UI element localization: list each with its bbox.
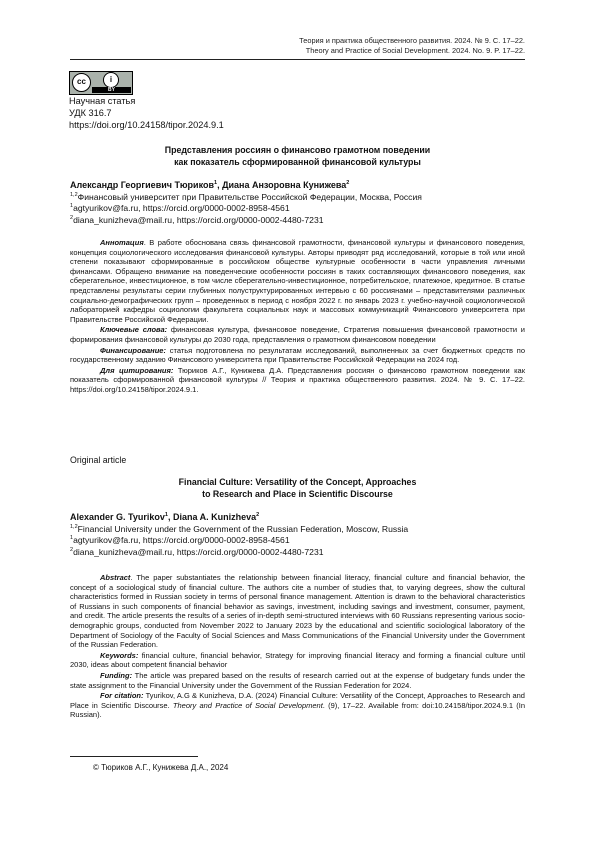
email2-en-text: diana_kunizheva@mail.ru, https://orcid.org/0000-0002-4480-7231 xyxy=(73,546,324,557)
abstract-ru xyxy=(70,238,525,324)
by-label: BY xyxy=(92,87,131,93)
author-sep-en: , xyxy=(167,512,173,522)
author-names-en xyxy=(70,512,525,524)
udc-code: УДК 316.7 xyxy=(69,108,112,118)
author1-en: Alexander G. Tyurikov xyxy=(70,512,165,522)
title-en-line2: to Research and Place in Scientific Discourse xyxy=(202,488,393,499)
cc-by-license-badge[interactable] xyxy=(69,71,133,95)
email1-en-text: agtyurikov@fa.ru, https://orcid.org/0000-0002-8958-4561 xyxy=(73,535,290,545)
article-type: Научная статья xyxy=(69,96,136,106)
person-icon: i xyxy=(103,72,119,88)
email1-en[interactable] xyxy=(70,535,525,547)
citation-ru xyxy=(70,366,525,395)
original-article-label: Original article xyxy=(70,455,127,465)
author1-ru: Александр Георгиевич Тюриков xyxy=(70,180,214,190)
author1-ru-sup: 1 xyxy=(214,180,218,186)
funding-ru xyxy=(70,346,525,365)
abstract-text-ru: . В работе обоснована связь финансовой грамотности, финансовой культуры и финансового поведения, концепция социологического исследования финансовой культуры. Авторы приводят ряд исследований, которые в той или иной степени показывают сформированные в российском обществе культурные особенности в части управления личными финансами. Обращено внимание на поведенческие особенности россиян в таких составляющих финансового поведения, как сберегательное, инвестиционное, в том числе сберегательно-инвестиционное, потребительское, платежное, кредитное. В статье представлены результаты серии глубинных полуструктурированных интервью с 60 россиянами – представителями различных социально-демографических групп – проведенных в период с ноября 2022 г. по январь 2023 г. учебно-научной социологической лабораторией кафедры социологии факультета социальных наук и массовых коммуникаций Финансового университета при Правительстве Российской Федерации. xyxy=(70,238,525,324)
article-meta xyxy=(69,95,224,131)
funding-label-ru: Финансирование: xyxy=(100,345,166,355)
citation-en xyxy=(70,691,525,720)
keywords-label-en: Keywords: xyxy=(100,650,139,660)
authors-en xyxy=(70,512,525,558)
keywords-en xyxy=(70,651,525,670)
title-ru-line1: Представления россиян о финансово грамотном поведении xyxy=(164,145,431,155)
affil-ru-text: Финансовый университет при Правительстве Российской Федерации, Москва, Россия xyxy=(77,191,422,202)
author1-en-sup: 1 xyxy=(164,512,168,518)
header-line-en: Theory and Practice of Social Development. 2024. No. 9. P. 17–22. xyxy=(305,46,525,55)
title-ru xyxy=(70,145,525,168)
keywords-text-ru: финансовая культура, финансовое поведение, Стратегия повышения финансовой грамотности и формирования финансовой культуры до 2030 года, представления о грамотном финансовом поведении xyxy=(70,325,525,344)
affiliation-ru xyxy=(70,192,525,204)
abstract-en xyxy=(70,573,525,650)
affil-en-sup: 1,2 xyxy=(70,523,78,530)
email2-ru[interactable] xyxy=(70,215,525,227)
author2-ru-sup: 2 xyxy=(346,180,350,186)
email1-en-sup: 1 xyxy=(70,535,74,542)
header-line-ru: Теория и практика общественного развития. 2024. № 9. С. 17–22. xyxy=(299,36,525,45)
affil-en-text: Financial University under the Government of the Russian Federation, Moscow, Russia xyxy=(77,523,409,534)
abstract-label-en: Abstract xyxy=(100,573,131,582)
email1-ru-sup: 1 xyxy=(70,203,74,210)
citation-label-en: For citation: xyxy=(100,691,144,701)
email2-en[interactable] xyxy=(70,547,525,559)
citation-journal-en: Theory and Practice of Social Development xyxy=(172,700,323,710)
keywords-ru xyxy=(70,325,525,344)
author-names-ru xyxy=(70,180,525,192)
funding-text-en: The article was prepared based on the results of research carried out at the expense of budgetary funds under the state assignment to the Financial University under the Government of the Russian Federation for 2024. xyxy=(70,670,525,690)
title-en-line1: Financial Culture: Versatility of the Concept, Approaches xyxy=(178,477,417,487)
abstract-block-en xyxy=(70,573,525,721)
abstract-label-ru: Аннотация xyxy=(100,238,144,247)
authors-ru xyxy=(70,180,525,226)
header-rule xyxy=(70,59,525,60)
citation-text-ru: Тюриков А.Г., Кунижева Д.А. Представления россиян о финансово грамотном поведении как показатель сформированной финансовой культуры // Теория и практика общественного развития. 2024. № 9. С. 17–22. https://doi.org/10.24158/tipor.2024.9.1. xyxy=(70,365,525,394)
email2-ru-text: diana_kunizheva@mail.ru, https://orcid.org/0000-0002-4480-7231 xyxy=(73,214,324,225)
title-ru-line2: как показатель сформированной финансовой культуры xyxy=(174,156,421,167)
funding-en xyxy=(70,671,525,690)
affil-ru-sup: 1,2 xyxy=(70,191,78,198)
citation-text-en-1: Tyurikov, A.G & Kunizheva, D.A. (2024) Financial Culture: Versatility of the Concept, Approaches to Research and Place in Scientific Discourse. xyxy=(70,691,525,710)
author-sep-ru: , xyxy=(217,180,223,190)
title-en xyxy=(70,477,525,500)
citation-label-ru: Для цитирования: xyxy=(100,365,174,375)
footnote-rule xyxy=(70,756,198,757)
keywords-text-en: financial culture, financial behavior, Strategy for improving financial literacy and forming a financial culture until 2030, ideas about competent financial behavior xyxy=(70,650,525,670)
funding-label-en: Funding: xyxy=(100,670,133,680)
abstract-text-en: . The paper substantiates the relationship between financial literacy, financial culture and financial behavior, the concept of a sociological study of financial culture. The authors cite a number of studies that, to varying degrees, show the cultural characteristics formed in Russian society in terms of personal finance management. Attention is drawn to the behavioral characteristics of Russians in such components of financial behavior as savings, investment, including savings and investment, consumer, payment, and credit. The article presents the results of a series of in-depth semi-structured interviews with 60 Russians representing various socio-demographic groups, conducted from November 2022 to January 2023 by the educational and scientific sociological laboratory of the Department of Sociology of the Faculty of Social Sciences and Mass Communications of the Financial University under the Government of the Russian Federation. xyxy=(70,573,525,650)
copyright-footnote: © Тюриков А.Г., Кунижева Д.А., 2024 xyxy=(93,763,229,772)
author2-ru: Диана Анзоровна Кунижева xyxy=(222,180,347,190)
email2-en-sup: 2 xyxy=(70,546,74,553)
abstract-block-ru xyxy=(70,238,525,396)
email1-ru[interactable] xyxy=(70,203,525,215)
author2-en: Diana A. Kunizheva xyxy=(172,512,257,522)
author2-en-sup: 2 xyxy=(256,512,260,518)
email2-ru-sup: 2 xyxy=(70,214,74,221)
affiliation-en xyxy=(70,524,525,536)
keywords-label-ru: Ключевые слова: xyxy=(100,325,168,335)
cc-icon: cc xyxy=(72,73,91,92)
citation-text-en-2: . (9), 17–22. Available from: doi:10.24158/tipor.2024.9.1 (In Russian). xyxy=(70,700,525,720)
funding-text-ru: статья подготовлена по результатам исследований, выполненных за счет бюджетных средств по государственному заданию Финансового университета при Правительстве Российской Федерации на 2024 год. xyxy=(70,345,525,365)
email1-ru-text: agtyurikov@fa.ru, https://orcid.org/0000-0002-8958-4561 xyxy=(73,203,290,213)
running-header xyxy=(299,36,525,56)
doi-link[interactable]: https://doi.org/10.24158/tipor.2024.9.1 xyxy=(69,120,224,130)
